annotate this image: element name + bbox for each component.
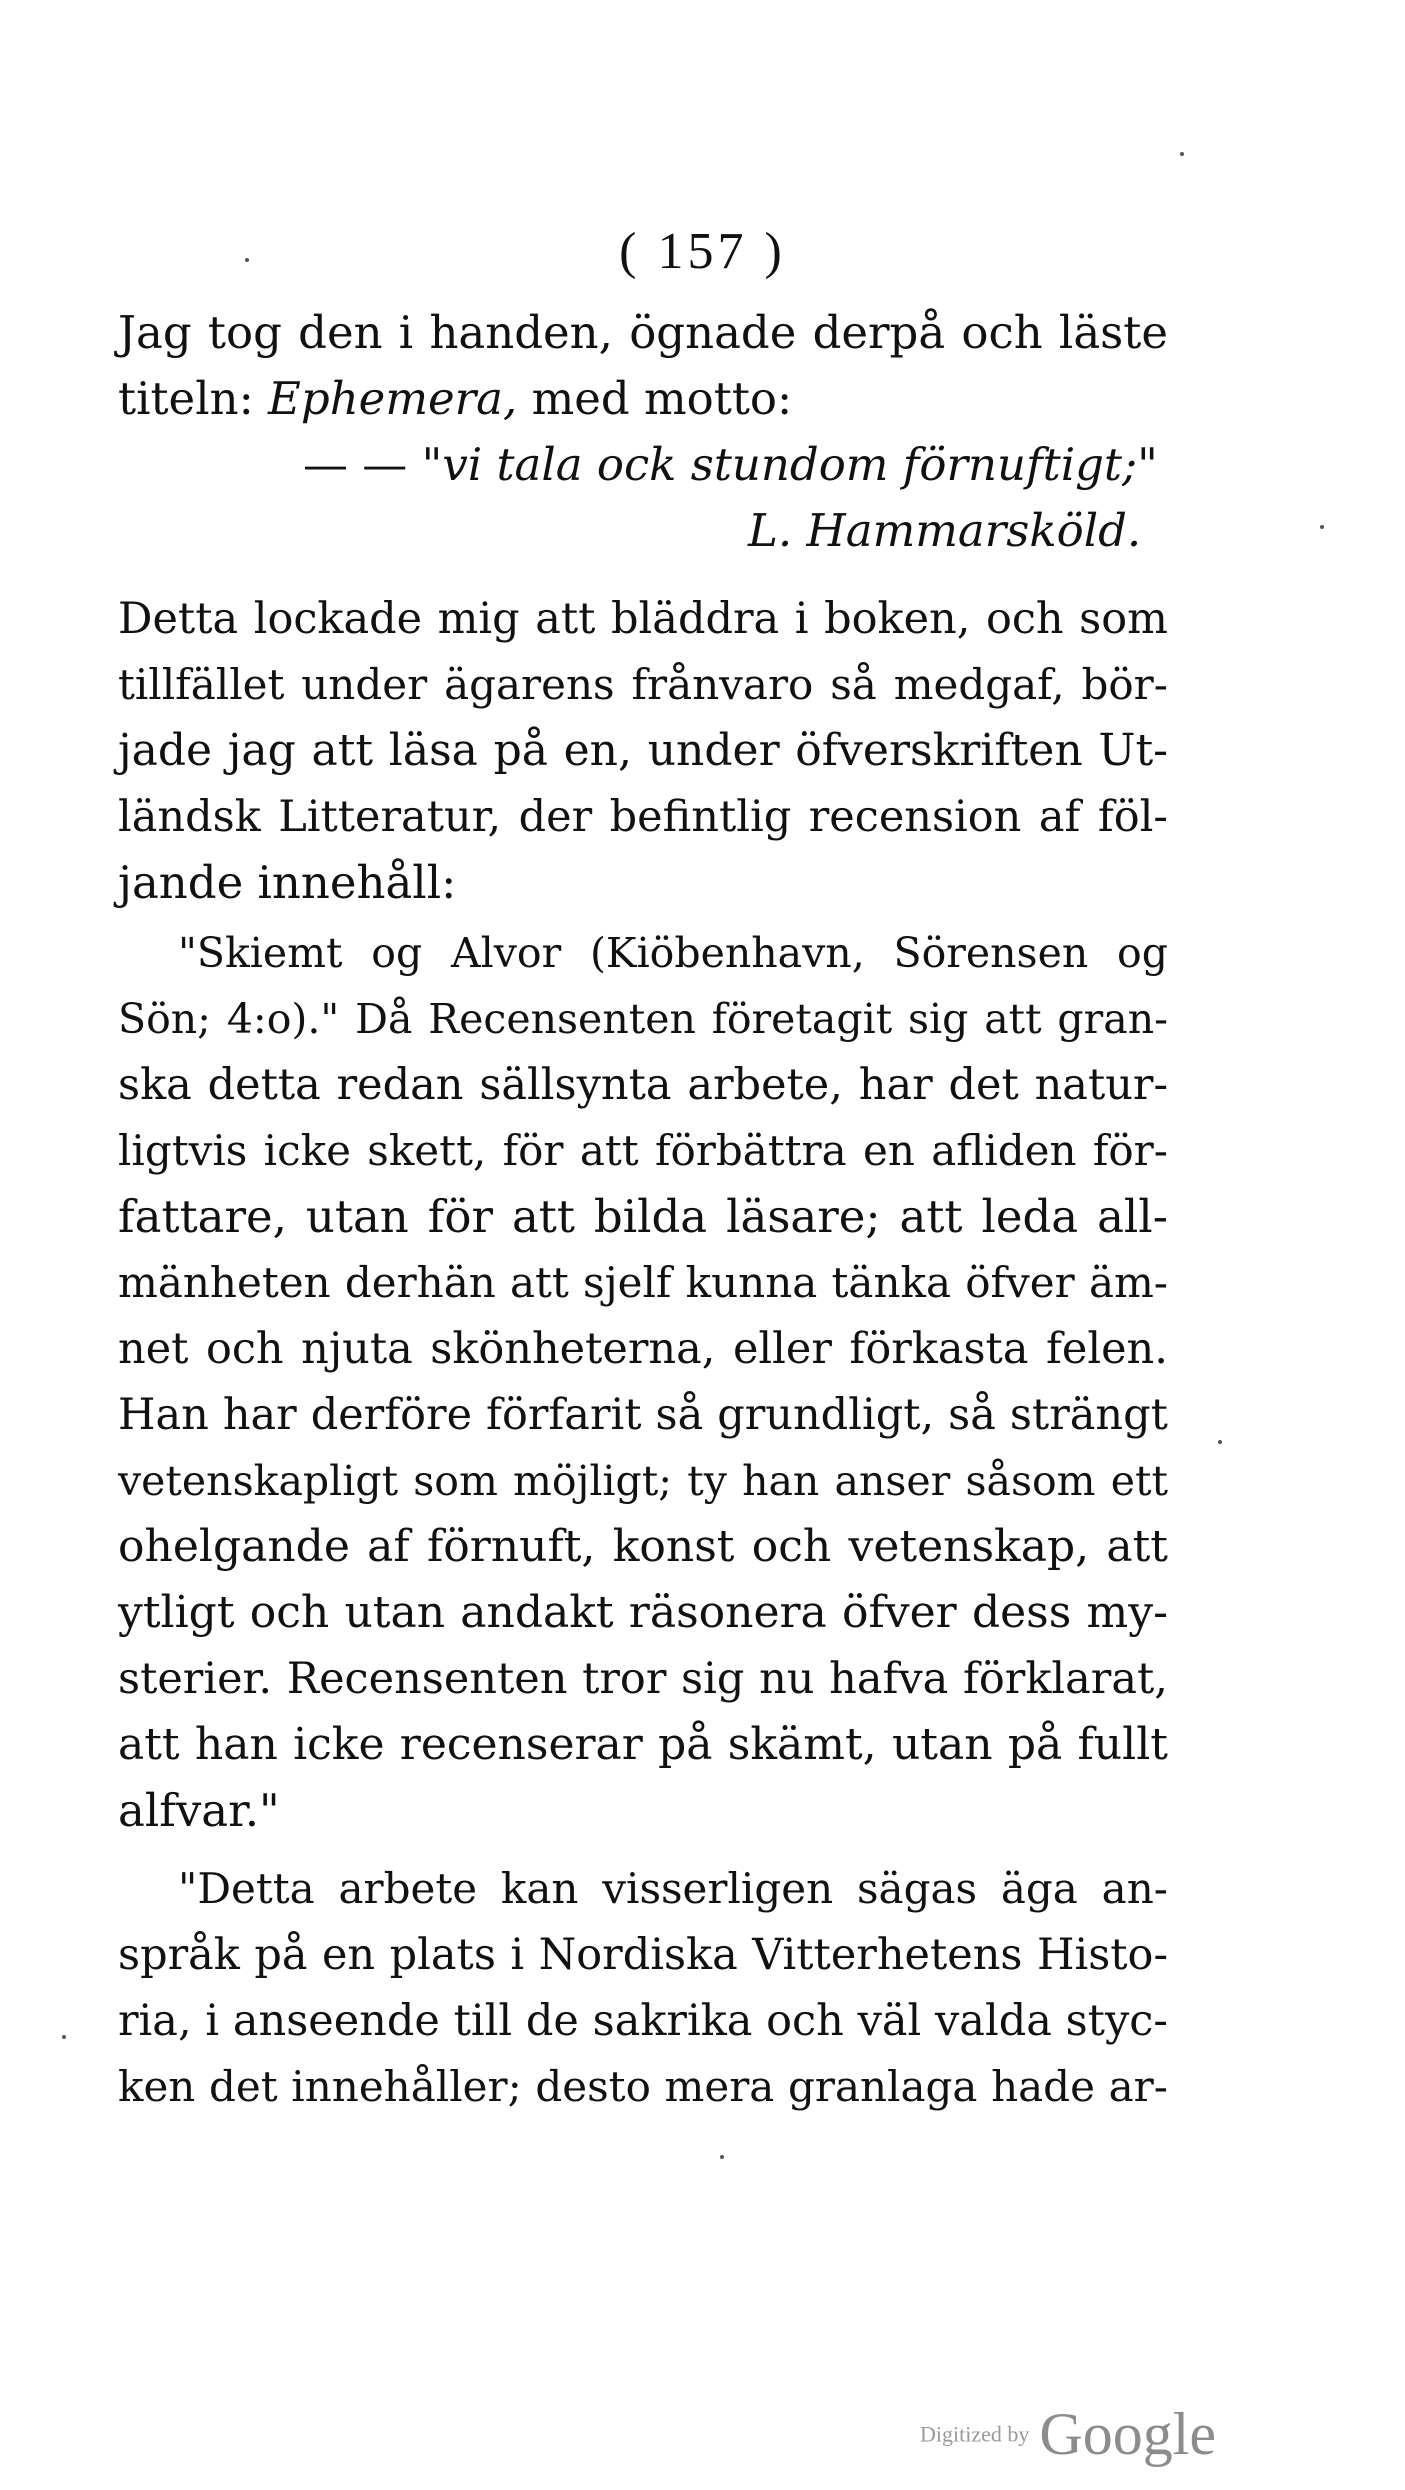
word: ska [118,1060,192,1110]
word: att [511,1190,575,1243]
word: förnuft, [426,1521,596,1572]
word: att [510,1258,569,1307]
word: kunna [685,1258,818,1307]
word: arbete [338,1864,478,1913]
word: Alvor [451,929,562,977]
text-line: Jag tog den i handen, ögnade derpå och läste [118,306,1168,359]
word: "Skiemt [178,929,343,977]
paragraph-detta-arbete [118,1856,1168,2120]
word: så [948,1390,996,1440]
word: och [766,1996,844,2046]
word: Sön; [118,995,211,1043]
word: väl [857,1996,922,2046]
text-line [118,1988,1168,2054]
print-speck [1180,152,1184,156]
print-speck [1218,1440,1222,1444]
word: såsom [965,1457,1096,1505]
motto-quote-line [118,432,1168,498]
word: ytligt [118,1587,235,1638]
word: så [830,660,877,709]
word: jade [118,725,213,776]
text-line [118,1052,1168,1118]
word: nu [759,1654,815,1704]
word: bör- [1081,660,1168,709]
word: tillfället [118,660,285,709]
title-ephemera: Ephemera, [268,372,518,425]
word: eller [732,1324,832,1374]
word: som [1079,594,1168,644]
word: boken, [824,594,971,644]
word: bilda [593,1190,708,1243]
word: föl- [1097,792,1168,842]
word: hade [991,2062,1095,2111]
word: Litteratur, [278,792,502,842]
word: afliden [931,1126,1077,1175]
word: sjelf [583,1258,672,1307]
word: frånvaro [631,660,814,709]
word: felen. [1045,1324,1168,1374]
word: läsa [388,725,478,776]
word: på [1007,1719,1063,1770]
word: han [194,1719,278,1770]
word: grundligt, [717,1390,935,1440]
word: att [899,1190,963,1243]
word: mig [437,594,520,644]
word: ligtvis [118,1126,248,1175]
word: gran- [1057,995,1168,1043]
word: medgaf, [893,660,1065,709]
word: det [209,2062,278,2111]
word: Ut- [1098,725,1168,776]
print-speck [62,2035,66,2039]
word: Detta [118,594,239,644]
word: fullt [1077,1719,1168,1770]
word: äga [1000,1864,1078,1913]
word: Vitterhetens [752,1930,1023,1980]
word: och [985,594,1064,644]
word: granlaga [787,2062,978,2111]
word: förfarit [486,1390,642,1440]
word: de [525,1996,579,2046]
word: net [118,1324,189,1374]
word: öfverskriften [795,725,1083,776]
word: för [502,1126,564,1175]
word: recension [808,792,1022,842]
word: har [222,1390,297,1440]
word: en [862,1126,915,1175]
text-line [118,2054,1168,2120]
text-line [118,1856,1168,1922]
word: och [205,1324,284,1374]
word: ägarens [444,660,615,709]
word: konst [612,1521,735,1572]
word: en, [563,725,633,776]
word: och [249,1587,330,1638]
word: all- [1097,1190,1168,1243]
word: under [301,660,428,709]
word: och [751,1521,832,1572]
word: an- [1101,1864,1168,1913]
word: förklarat, [963,1654,1168,1704]
text-line: alfvar." [118,1784,280,1837]
word: af [367,1521,410,1572]
word: på [493,725,548,776]
word: ria, [118,1996,192,2046]
word: att [118,1719,180,1770]
word: 4:o)." [226,995,340,1043]
text-line [118,1382,1168,1448]
word: ett [1110,1457,1168,1505]
word: utan [891,1719,993,1770]
word: innehåller; [291,2062,522,2111]
word: ty [687,1457,727,1505]
word: öfver [842,1587,957,1638]
word: att [311,725,374,776]
word: der [518,792,593,842]
word: lockade [253,594,423,644]
text-line [118,652,1168,718]
word: som [413,1457,498,1505]
word: Sörensen [893,929,1089,977]
word: det [948,1060,1019,1110]
word: han [742,1457,820,1505]
word: förbättra [654,1126,847,1175]
text-line [118,784,1168,850]
word: jag [227,725,296,776]
word: andakt [460,1587,614,1638]
word: anseende [232,1996,440,2046]
print-speck [245,258,249,262]
word: äm- [1088,1258,1168,1307]
word: Nordiska [538,1930,738,1980]
text-line [118,1448,1168,1514]
word: utan [344,1587,446,1638]
word: att [1106,1521,1168,1572]
word: af [1038,792,1081,842]
digitized-by-text: Digitized by [920,2421,1030,2447]
word: derföre [310,1390,473,1440]
word: desto [535,2062,651,2111]
word: icke [293,1719,385,1770]
word: bläddra [611,594,780,644]
text-line: titeln: Ephemera, med motto: [118,372,793,425]
motto-author: L. Hammarsköld. [748,504,1142,557]
text-line [118,586,1168,652]
word: redan [336,1060,464,1110]
text-line [118,1646,1168,1712]
paragraph-review [118,920,1168,1844]
print-speck [1320,525,1324,529]
motto-block [118,432,1168,564]
word: strängt [1009,1390,1168,1440]
word: leda [981,1190,1079,1243]
text-line [118,1922,1168,1988]
text-line [118,986,1168,1052]
word: sakrika [592,1996,753,2046]
word: företagit [711,995,893,1043]
google-logo-text: Google [1039,2401,1217,2467]
word: så [655,1390,704,1440]
word: fattare, [118,1190,287,1243]
word: Han [118,1390,209,1440]
word: har [858,1060,933,1110]
word: att [984,995,1042,1043]
word: en [321,1930,376,1980]
text-line [118,718,1168,784]
word: vetenskap, [848,1521,1090,1572]
word: icke [263,1126,351,1175]
word: Då [355,995,413,1043]
word: öfver [965,1258,1075,1307]
word: att [535,594,596,644]
word: språk [118,1930,240,1980]
word: räsonera [628,1587,827,1638]
word: natur- [1034,1060,1168,1110]
word: hafva [829,1654,949,1704]
word: sig [907,995,969,1043]
word: för [427,1190,493,1243]
page-number: ( 157 ) [619,223,786,280]
text-line [118,1712,1168,1778]
word: og [371,929,423,977]
word: för- [1092,1126,1168,1175]
text-line: jande innehåll: [118,856,457,909]
word: tänka [831,1258,951,1307]
word: Histo- [1036,1930,1168,1980]
word: skämt, [727,1719,877,1770]
word: i [510,1930,525,1980]
word: i [205,1996,220,2046]
paragraph-detta [118,586,1168,916]
word: valda [935,1996,1052,2046]
word: i [794,594,809,644]
word: ar- [1108,2062,1168,2111]
word: "Detta [178,1864,315,1913]
paragraph-opening [118,300,1168,432]
text-line [118,1184,1168,1250]
digitized-watermark [920,2400,1216,2469]
word: ländsk [118,792,261,842]
word: kan [500,1864,579,1913]
word: skett, [367,1126,487,1175]
word: möjligt; [513,1457,673,1505]
word: på [254,1930,308,1980]
word: befintlig [609,792,792,842]
word: på [658,1719,713,1770]
word: att [579,1126,639,1175]
word: recenserar [399,1719,643,1770]
word: visserligen [602,1864,834,1913]
motto-author-line [118,498,1168,564]
word: plats [389,1930,496,1980]
word: mänheten [118,1258,331,1307]
word: sterier. [118,1654,273,1704]
motto-quote: "vi tala ock stundom förnuftigt;" [421,438,1158,491]
word: ohelgande [118,1521,350,1572]
word: Recensenten [428,995,696,1043]
word: under [647,725,780,776]
word: anser [834,1457,951,1505]
word: dess [971,1587,1072,1638]
word: Recensenten [286,1654,568,1704]
word: detta [207,1060,321,1110]
word: läsare; [726,1190,881,1243]
motto-dashes: — — [303,438,408,491]
print-speck [720,2155,724,2159]
word: sällsynta [479,1060,672,1110]
text-line [118,1580,1168,1646]
text-line [118,1118,1168,1184]
word: my- [1086,1587,1168,1638]
word: tror [582,1654,667,1704]
word: styc- [1065,1996,1168,2046]
word: utan [305,1190,409,1243]
word: (Kiöbenhavn, [589,929,865,977]
word: mera [664,2062,775,2111]
word: og [1117,929,1168,977]
word: sig [681,1654,745,1704]
text-line [118,1316,1168,1382]
word: skönheterna, [430,1324,716,1374]
word: derhän [344,1258,496,1307]
word: till [453,1996,513,2046]
text-line [118,1250,1168,1316]
word: vetenskapligt [118,1457,399,1505]
word: arbete, [687,1060,843,1110]
word: ken [118,2062,196,2111]
word: sägas [856,1864,978,1913]
text-line [118,1514,1168,1580]
text-line [118,920,1168,986]
word: förkasta [849,1324,1029,1374]
word: njuta [301,1324,413,1374]
